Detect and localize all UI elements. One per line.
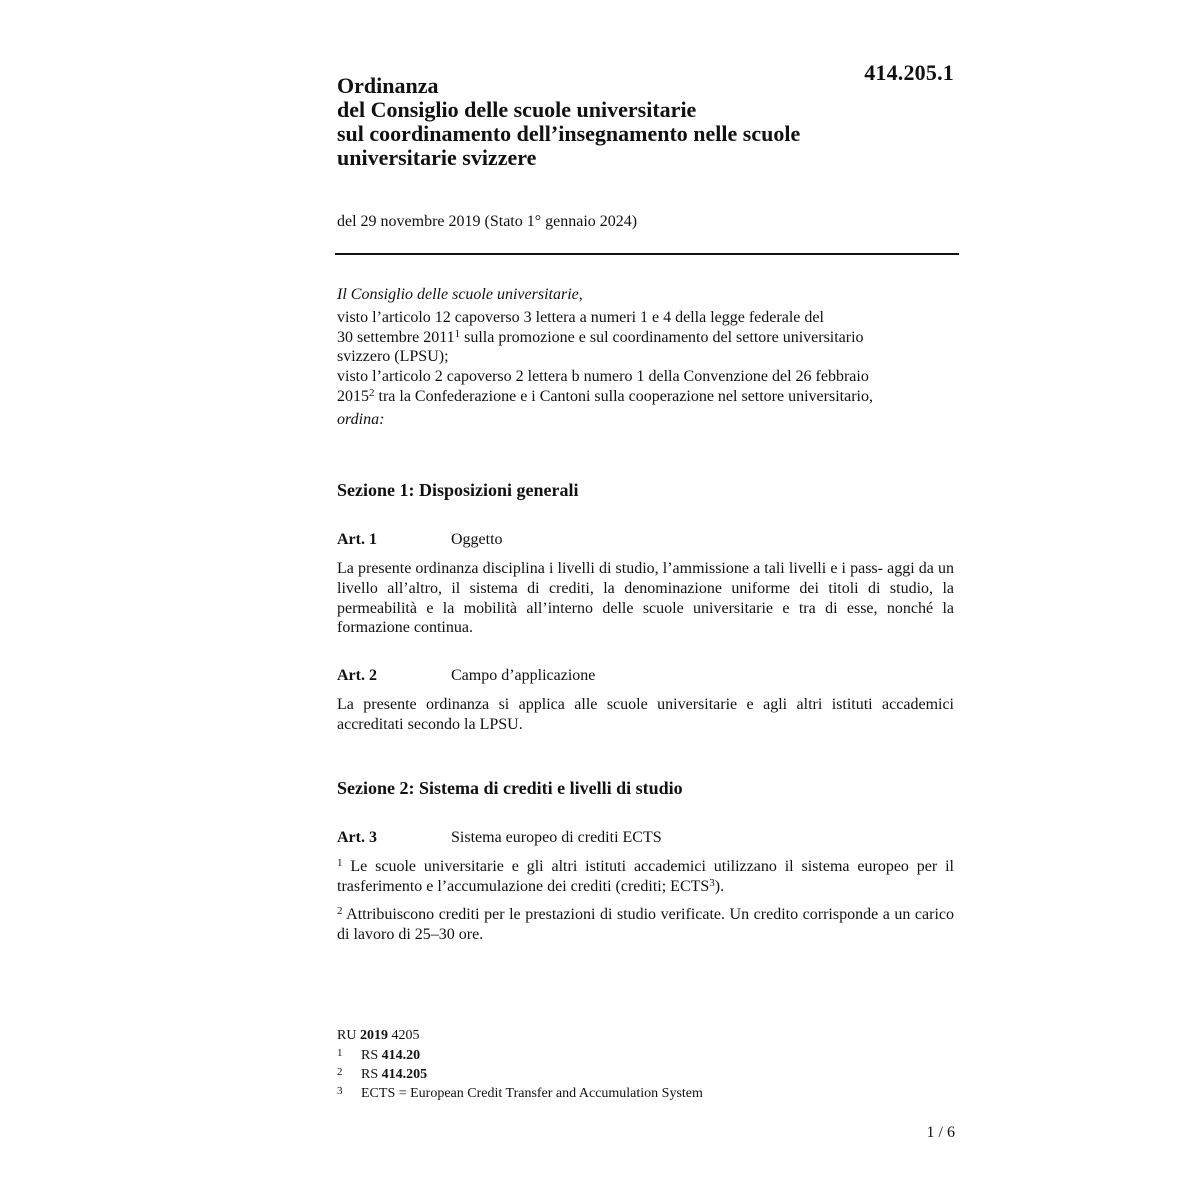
footnote-text: ECTS = European Credit Transfer and Accumulation System [361,1086,703,1101]
paragraph-text: Le scuole universitarie e gli altri istituti accademici utilizzano il sistema europeo per il trasferimento e l’accumulazione dei crediti (crediti; ECTS [337,858,954,895]
title-line: del Consiglio delle scuole universitarie [337,97,697,122]
article-heading [337,531,957,549]
footnote-ref[interactable]: 2 [369,386,375,399]
article-heading [337,667,957,685]
preamble [337,285,957,430]
article-number: Art. 3 [337,829,377,846]
section-heading: Sezione 1: Disposizioni generali [337,480,579,500]
footnote-item [337,1045,957,1064]
article-heading [337,829,957,847]
footnote-item [337,1083,957,1102]
ru-reference [337,1027,957,1045]
preamble-ordina: ordina: [337,410,385,428]
article-number: Art. 1 [337,531,377,548]
paragraph-number: 2 [337,905,343,917]
article-number: Art. 2 [337,667,377,684]
section-heading: Sezione 2: Sistema di crediti e livelli di studio [337,778,683,798]
paragraph-text: Attribuiscono crediti per le prestazioni di studio verificate. Un credito corrisponde a un carico di lavoro di 25–30 ore. [337,906,954,943]
preamble-issuer: Il Consiglio delle scuole universitarie, [337,286,583,303]
article-title: Campo d’applicazione [451,667,596,684]
footnote-item [337,1064,957,1083]
footnote-number: 1 [337,1047,343,1059]
sr-number: 414.205.1 [864,60,954,85]
footnotes [337,1027,957,1102]
preamble-text: tra la Confederazione e i Cantoni sulla cooperazione nel settore universitario, [374,387,873,405]
preamble-text: visto l’articolo 2 capoverso 2 lettera b numero 1 della Convenzione del 26 febbraio [337,368,869,386]
paragraph-number: 1 [337,857,343,869]
preamble-text: svizzero (LPSU); [337,348,449,366]
title-line: universitarie svizzere [337,145,537,170]
footnote-ref[interactable]: 3 [709,876,715,889]
footnote-link[interactable]: 414.20 [381,1048,421,1063]
ru-year: 2019 [359,1028,388,1043]
preamble-text: 30 settembre 2011 [337,328,455,346]
document-title [337,74,897,170]
ru-prefix: RU [337,1028,360,1043]
header-divider [335,253,959,255]
article-title: Oggetto [451,531,503,548]
preamble-basis-1 [337,308,957,367]
footnote-prefix: RS [361,1067,382,1082]
article-paragraph: La presente ordinanza disciplina i livelli di studio, l’ammissione a tali livelli e i pass- aggi da un livello all’altro, il sistema di crediti, la denominazione uniforme dei titoli di studio, la permeabilità e la mobilità all’interno delle scuole universitarie e tra di esse, nonché la formazione continua. [337,560,954,637]
preamble-text: 2015 [337,387,369,405]
article-paragraph: La presente ordinanza si applica alle scuole universitarie e agli altri istituti accademici accreditati secondo la LPSU. [337,696,954,733]
preamble-text: visto l’articolo 12 capoverso 3 lettera a numeri 1 e 4 della legge federale del [337,308,824,326]
title-line: sul coordinamento dell’insegnamento nelle scuole [337,121,801,146]
footnote-number: 2 [337,1066,343,1078]
article-paragraph [337,905,954,945]
ru-page: 4205 [387,1028,420,1043]
footnote-number: 3 [337,1085,343,1097]
footnote-link[interactable]: 414.205 [381,1067,428,1082]
article-title: Sistema europeo di crediti ECTS [451,829,662,846]
paragraph-text: ). [714,877,725,895]
article-paragraph [337,857,954,897]
footnote-ref[interactable]: 1 [454,327,461,340]
preamble-basis-2 [337,367,957,407]
page-number: 1 / 6 [926,1124,955,1141]
preamble-text: sulla promozione e sul coordinamento del settore universitario [460,328,864,346]
date-status-line: del 29 novembre 2019 (Stato 1° gennaio 2024) [337,213,638,230]
title-line: Ordinanza [337,73,439,98]
footnote-prefix: RS [361,1048,382,1063]
